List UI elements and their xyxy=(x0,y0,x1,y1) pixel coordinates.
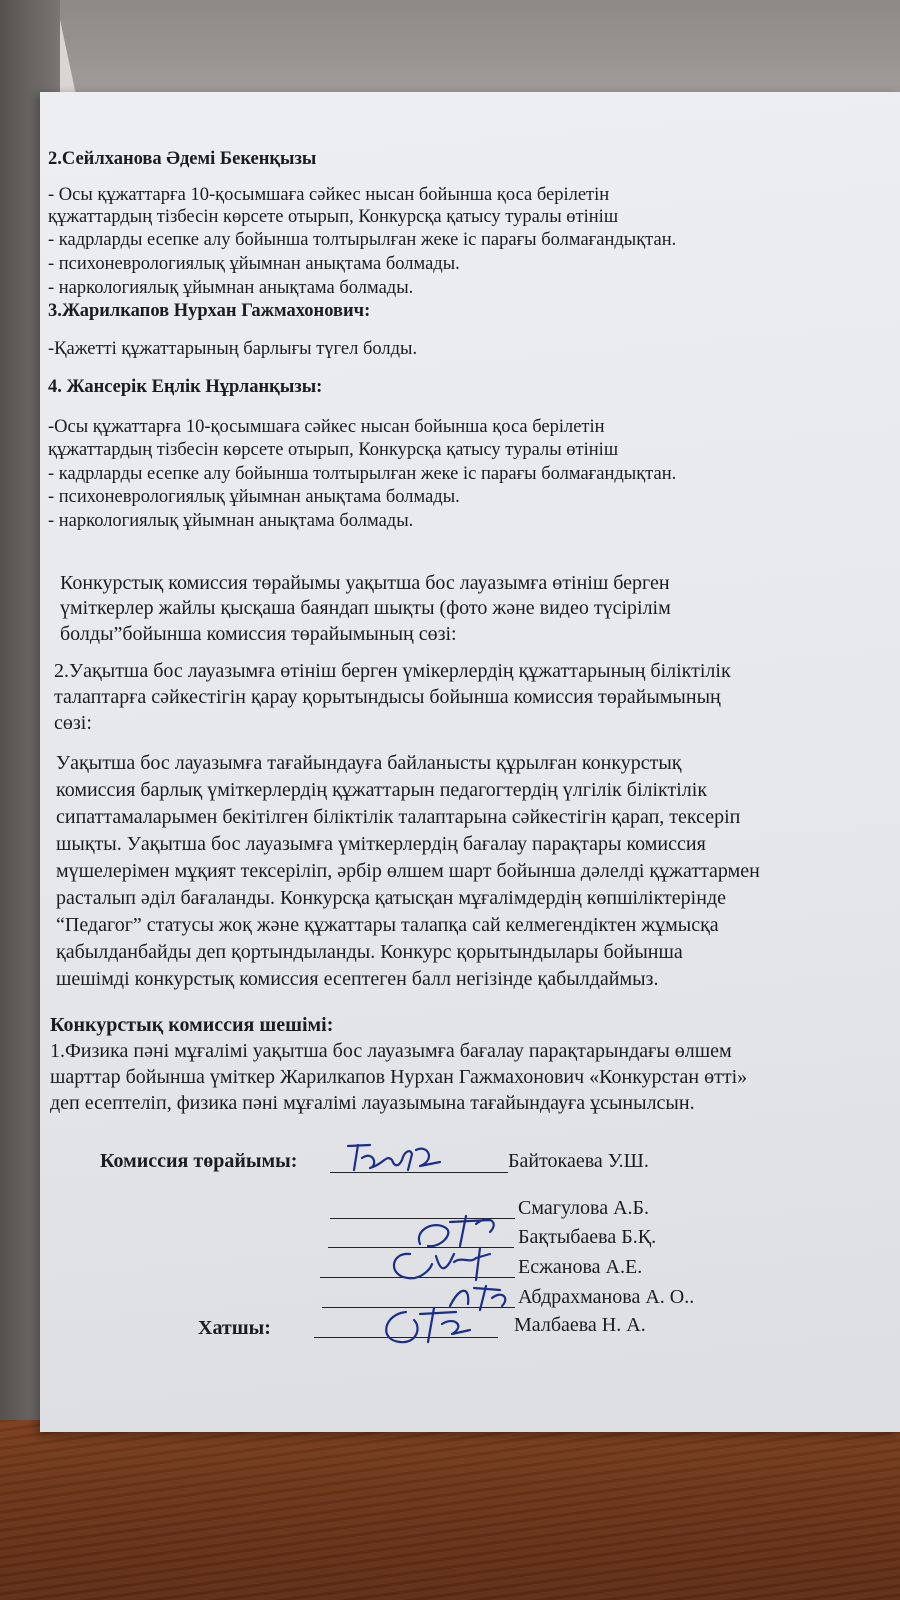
section4-line-3: - кадрларды есепке алу бойынша толтырылған жеке іс парағы болмағандықтан. xyxy=(48,464,677,484)
chair-speech-line-3: болды”бойынша комиссия төрайымының сөзі: xyxy=(60,623,457,645)
section4-line-1: -Осы құжаттарға 10-қосымшаға сәйкес нысан бойынша қоса берілетін xyxy=(48,417,605,437)
paragraph-line-1: Уақытша бос лауазымға тағайындауға байланысты құрылған конкурстық xyxy=(56,752,682,774)
item2-line-3: сөзі: xyxy=(54,712,92,734)
decision-line-2: шарттар бойынша үміткер Жарилкапов Нурхан Гажмахонович «Конкурстан өтті» xyxy=(50,1066,748,1088)
member-3-name: Есжанова А.Е. xyxy=(518,1256,643,1278)
section3-line: -Қажетті құжаттарының барлығы түгел болды. xyxy=(48,339,418,359)
desk-grain xyxy=(0,1420,900,1600)
paragraph-line-6: расталып әділ бағаланды. Конкурсқа қатысқан мұғалімдердің көпшіліктерінде xyxy=(56,887,726,909)
document-page xyxy=(40,92,900,1432)
chair-speech-line-2: үміткерлер жайлы қысқаша баяндап шықты (фото және видео түсірілім xyxy=(60,597,671,619)
section4-heading: 4. Жансерік Еңлік Нұрланқызы: xyxy=(48,377,323,397)
item2-line-2: талаптарға сәйкестігін қарау қорытындысы бойынша комиссия төрайымының xyxy=(54,686,721,708)
chair-name: Байтокаева У.Ш. xyxy=(508,1150,649,1172)
item2-line-1: 2.Уақытша бос лауазымға өтініш берген үмікерлердің құжаттарының біліктілік xyxy=(54,660,731,682)
chair-signature xyxy=(340,1140,460,1176)
section4-line-2: құжаттардың тізбесін көрсете отырып, Конкурсқа қатысу туралы өтініш xyxy=(48,440,619,460)
decision-heading: Конкурстық комиссия шешімі: xyxy=(50,1014,334,1036)
section4-line-4: - психоневрологиялық ұйымнан анықтама болмады. xyxy=(48,487,460,507)
secretary-name: Малбаева Н. А. xyxy=(514,1314,646,1336)
decision-line-3: деп есептеліп, физика пәні мұғалімі лауазымына тағайындауға ұсынылсын. xyxy=(50,1092,695,1114)
secretary-signature xyxy=(370,1304,480,1348)
section2-line-3: - кадрларды есепке алу бойынша толтырылған жеке іс парағы болмағандықтан. xyxy=(48,230,677,250)
paragraph-line-9: шешімді конкурстық комиссия есептеген балл негізінде қабылдаймыз. xyxy=(56,968,659,990)
paragraph-line-8: қабылданбайды деп қортындыланды. Конкурс қорытындылары бойынша xyxy=(56,941,683,963)
section3-heading: 3.Жарилкапов Нурхан Гажмахонович: xyxy=(48,301,371,321)
section2-line-1: - Осы құжаттарға 10-қосымшаға сәйкес нысан бойынша қоса берілетін xyxy=(48,185,610,205)
chair-label: Комиссия төрайымы: xyxy=(100,1150,298,1172)
member-1-name: Смагулова А.Б. xyxy=(518,1197,650,1219)
secretary-label: Хатшы: xyxy=(198,1317,271,1339)
paragraph-line-4: шықты. Уақытша бос лауазымға үміткерлердің бағалау парақтары комиссия xyxy=(56,833,706,855)
paragraph-line-7: “Педагог” статусы жоқ және құжаттары талапқа сай келмегендіктен жұмысқа xyxy=(56,914,719,936)
section2-line-5: - наркологиялық ұйымнан анықтама болмады. xyxy=(48,278,414,298)
chair-speech-line-1: Конкурстық комиссия төрайымы уақытша бос лауазымға өтініш берген xyxy=(60,572,670,594)
paragraph-line-3: сипаттамаларымен бекітілген біліктілік талаптарына сәйкестігін қарап, тексеріп xyxy=(56,806,741,828)
section4-line-5: - наркологиялық ұйымнан анықтама болмады. xyxy=(48,511,414,531)
member-2-name: Бақтыбаева Б.Қ. xyxy=(518,1226,657,1248)
paragraph-line-2: комиссия барлық үміткерлердің құжаттарын педагогтердің үлгілік біліктілік xyxy=(56,779,708,801)
section2-heading: 2.Сейлханова Әдемі Бекенқызы xyxy=(48,149,317,169)
section2-line-2: құжаттардың тізбесін көрсете отырып, Конкурсқа қатысу туралы өтініш xyxy=(48,207,619,227)
section2-line-4: - психоневрологиялық ұйымнан анықтама болмады. xyxy=(48,254,460,274)
paragraph-line-5: мүшелерімен мұқият тексеріліп, әрбір өлшем шарт бойынша дәлелді құжаттармен xyxy=(56,860,760,882)
member-4-name: Абдрахманова А. О.. xyxy=(518,1286,695,1308)
decision-line-1: 1.Физика пәні мұғалімі уақытша бос лауазымға бағалау парақтарындағы өлшем xyxy=(50,1040,732,1062)
